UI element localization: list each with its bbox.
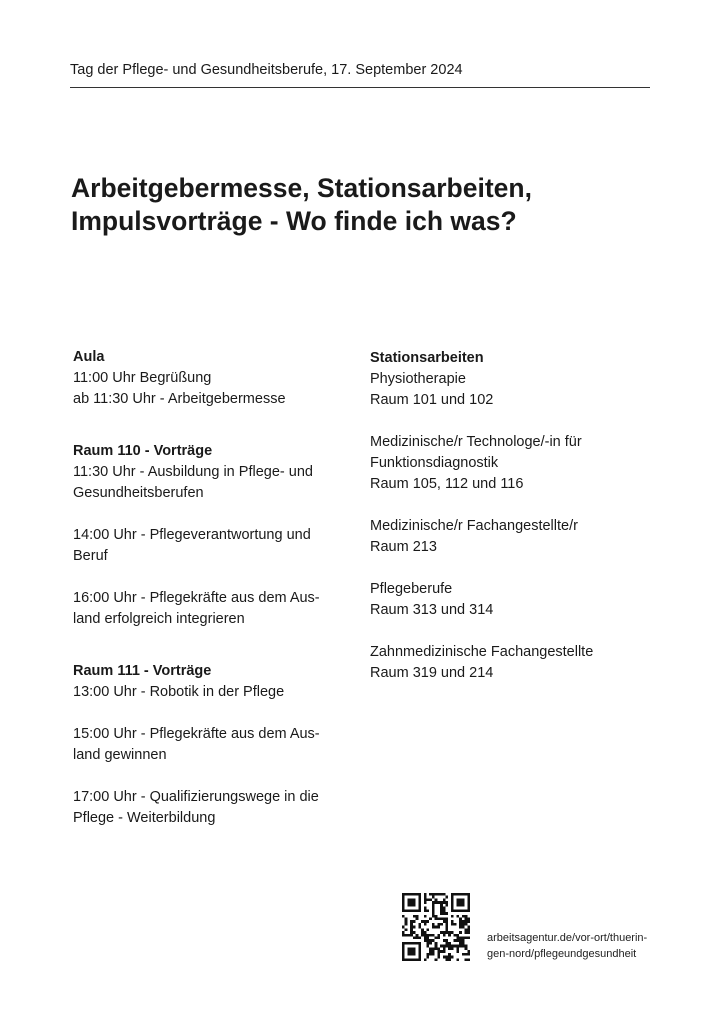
station-line: Funktionsdiagnostik [370,455,499,471]
station-line: Zahnmedizinische Fachangestellte [370,644,594,660]
footer-url-line-1: arbeitsagentur.de/vor-ort/thuerin- [487,932,648,944]
talk-line: land gewinnen [73,747,167,763]
talk-line: 14:00 Uhr - Pflegeverantwortung und [73,527,311,543]
station-line: Medizinische/r Fachangestellte/r [370,518,578,534]
station-line: Medizinische/r Technologe/-in für [370,434,582,450]
talk-line: 15:00 Uhr - Pflegekräfte aus dem Aus- [73,726,320,742]
talk-line: 17:00 Uhr - Qualifizierungswege in die [73,789,319,805]
station-line: Raum 101 und 102 [370,392,494,408]
right-column [370,348,660,684]
talk-line: 16:00 Uhr - Pflegekräfte aus dem Aus- [73,590,320,606]
page-title-line-2: Impulsvorträge - Wo finde ich was? [71,206,517,236]
page-title [71,172,671,238]
station-line: Raum 319 und 214 [370,665,494,681]
page-title-line-1: Arbeitgebermesse, Stationsarbeiten, [71,173,532,203]
footer-url[interactable] [487,930,687,962]
talk-line: land erfolgreich integrieren [73,611,245,627]
station-line: Pflegeberufe [370,581,453,597]
talk-line: Gesundheitsberufen [73,485,204,501]
left-column [73,347,353,829]
header-event-date: Tag der Pflege- und Gesundheitsberufe, 17. September 2024 [70,60,650,88]
talk-line: Beruf [73,548,108,564]
station-line: Raum 213 [370,539,437,555]
talk-line: 13:00 Uhr - Robotik in der Pflege [73,684,285,700]
footer-url-line-2: gen-nord/pflegeundgesundheit [487,948,637,960]
section-raum-110 [73,441,353,630]
qr-code-icon[interactable] [402,893,470,961]
aula-item: 11:00 Uhr Begrüßung [73,370,212,386]
section-raum-111 [73,661,353,829]
section-heading-raum-111: Raum 111 - Vorträge [73,663,212,679]
talk-line: 11:30 Uhr - Ausbildung in Pflege- und [73,464,313,480]
station-line: Physiotherapie [370,371,466,387]
talk-line: Pflege - Weiterbildung [73,810,216,826]
section-heading-raum-110: Raum 110 - Vorträge [73,443,213,459]
section-heading-stationsarbeiten: Stationsarbeiten [370,350,484,366]
aula-item: ab 11:30 Uhr - Arbeitgebermesse [73,391,286,407]
section-heading-aula: Aula [73,349,105,365]
section-aula [73,347,353,410]
station-line: Raum 105, 112 und 116 [370,476,524,492]
station-line: Raum 313 und 314 [370,602,494,618]
